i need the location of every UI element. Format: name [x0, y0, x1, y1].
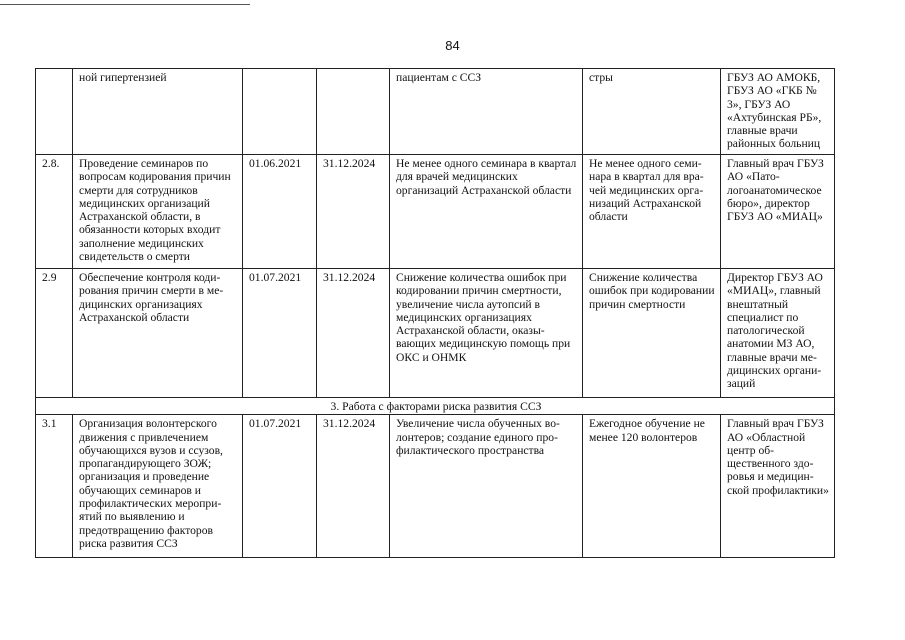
event-cell: Проведение семинаров по вопросам кодирования причин смерти для сотрудников медицинских организаций Астраханской области, в обязанности которых входит заполнение медицинских свидетельств о смерти	[73, 155, 243, 269]
event-cell: Организация волонтерского движения с привлечением обучающихся вузов и ссузов, пропагандирующего ЗОЖ; организация и проведение обучающих семинаров и профилактических мероприятий по выявлению и предотвращению факторов риска развития ССЗ	[73, 415, 243, 558]
indicator-cell: Снижение количества ошибок при кодировании причин смертности	[583, 269, 721, 398]
result-cell: пациентам с ССЗ	[390, 69, 583, 155]
page-number: 84	[445, 38, 460, 53]
top-rule	[0, 4, 250, 5]
end-date-cell: 31.12.2024	[317, 155, 390, 269]
section-title: 3. Работа с факторами риска развития ССЗ	[36, 398, 835, 415]
responsible-cell: ГБУЗ АО АМОКБ, ГБУЗ АО «ГКБ № 3», ГБУЗ АО «Ахтубинская РБ», главные врачи районных больниц	[721, 69, 835, 155]
table-row	[36, 269, 835, 398]
section-header-row	[36, 398, 835, 415]
result-cell: Увеличение числа обученных волонтеров; создание единого профилактического пространства	[390, 415, 583, 558]
responsible-cell: Директор ГБУЗ АО «МИАЦ», главный внештатный специалист по патологической анатомии МЗ АО, главные врачи медицинских организаций	[721, 269, 835, 398]
indicator-cell: Не менее одного семинара в квартал для врачей медицинских организаций Астраханской области	[583, 155, 721, 269]
responsible-cell: Главный врач ГБУЗ АО «Патологоанатомическое бюро», директор ГБУЗ АО «МИАЦ»	[721, 155, 835, 269]
responsible-cell: Главный врач ГБУЗ АО «Областной центр общественного здоровья и медицинской профилактики»	[721, 415, 835, 558]
row-number: 3.1	[36, 415, 73, 558]
row-number: 2.8.	[36, 155, 73, 269]
start-date-cell: 01.07.2021	[243, 269, 317, 398]
table-row	[36, 415, 835, 558]
event-cell: ной гипертензией	[73, 69, 243, 155]
start-date-cell: 01.07.2021	[243, 415, 317, 558]
start-date-cell: 01.06.2021	[243, 155, 317, 269]
table-row	[36, 69, 835, 155]
indicator-cell: стры	[583, 69, 721, 155]
event-cell: Обеспечение контроля кодирования причин смерти в медицинских организациях Астраханской области	[73, 269, 243, 398]
result-cell: Снижение количества ошибок при кодировании причин смертности, увеличение числа аутопсий в медицинских организациях Астраханской области, оказывающих медицинскую помощь при ОКС и ОНМК	[390, 269, 583, 398]
end-date-cell	[317, 69, 390, 155]
start-date-cell	[243, 69, 317, 155]
end-date-cell: 31.12.2024	[317, 269, 390, 398]
plan-table	[35, 68, 835, 558]
row-number	[36, 69, 73, 155]
end-date-cell: 31.12.2024	[317, 415, 390, 558]
result-cell: Не менее одного семинара в квартал для врачей медицинских организаций Астраханской области	[390, 155, 583, 269]
row-number: 2.9	[36, 269, 73, 398]
indicator-cell: Ежегодное обучение не менее 120 волонтеров	[583, 415, 721, 558]
table-row	[36, 155, 835, 269]
